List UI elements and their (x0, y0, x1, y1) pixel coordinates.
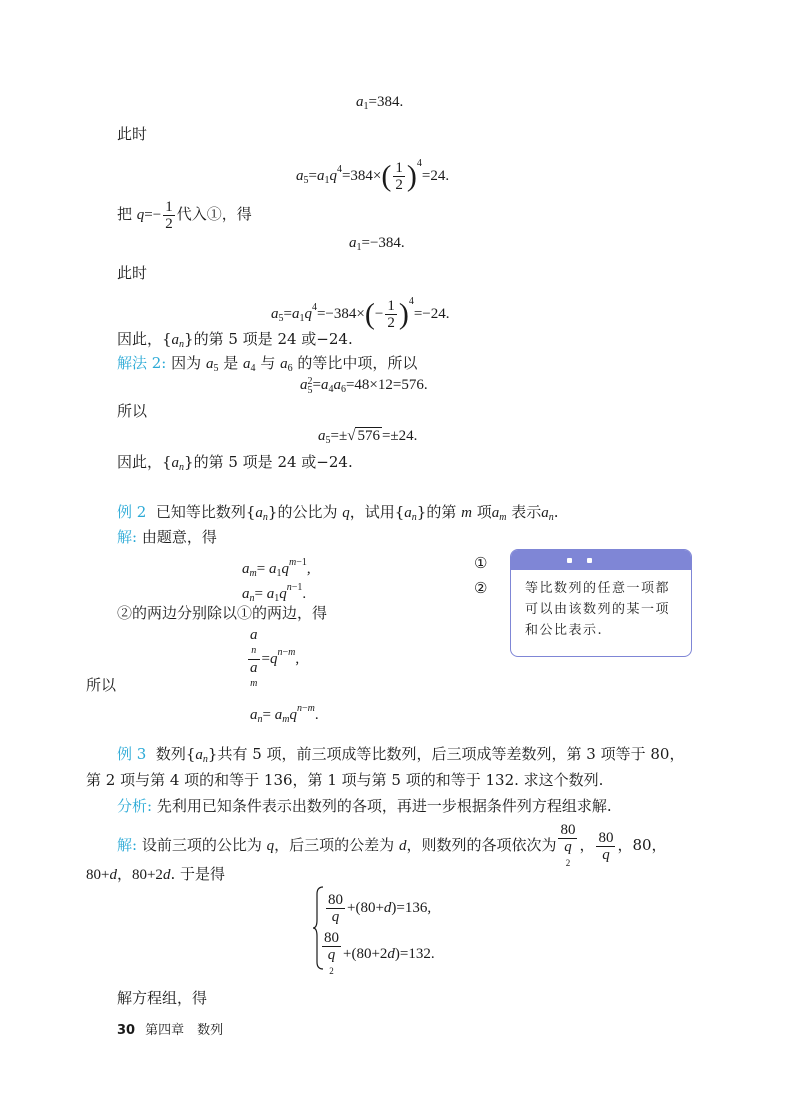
text-suo-yi-1: 所以 (117, 402, 148, 420)
system-equation-1: $\frac{80}{q}$ +(80+d)=136, (328, 892, 432, 926)
page-number: 30 (117, 1023, 136, 1038)
example-3-label: 例 3 (117, 745, 147, 763)
example-2-statement: 例 2 已知等比数列$\{a_n\}$的公比为 q，试用$\{a_n\}$的第 m 项$a_m$ 表示$a_n$. (117, 503, 559, 523)
equation-a5-pm24: $a_5=\pm√$ 576 =±24. (318, 428, 418, 446)
example-3-statement-2: 第 2 项与第 4 项的和等于 136，第 1 项与第 5 项的和等于 132. 求这个数列. (86, 771, 604, 789)
equation-a5-24: $a_5=a_1q^4=384\times$( $\frac{1}{2}$ )$^4$=24. (296, 158, 450, 194)
substitute-line: 把 q=− $\frac{1}{2}$ 代入①，得 (117, 199, 252, 233)
example-3-solution-2: 80+d，80+2d. 于是得 (86, 865, 225, 883)
divide-statement: ②的两边分别除以①的两边，得 (117, 604, 328, 622)
example-3-analysis: 分析: 先利用已知条件表示出数列的各项，再进一步根据条件列方程组求解. (117, 797, 612, 815)
solution-2-line: 解法 2: 因为 $a_5$ 是 $a_4$ 与 $a_6$ 的等比中项，所以 (117, 354, 418, 374)
text-ci-shi-2: 此时 (117, 264, 148, 282)
side-note (510, 549, 692, 657)
example-3-sol-label: 解: (117, 835, 138, 854)
page-footer (117, 1019, 223, 1038)
example-2-solution: 解: 由题意，得 (117, 528, 217, 546)
equation-mark-2: ② (474, 579, 488, 597)
equation-a1-384: $a_1=384$. (356, 94, 404, 112)
text-ci-shi-1: 此时 (117, 125, 148, 143)
equation-mark-1: ① (474, 554, 488, 572)
example-2-sol-label: 解: (117, 528, 138, 546)
example-3-statement-1: 例 3 数列$\{a_n\}$共有 5 项，前三项成等比数列，后三项成等差数列，第 3 项等于 80， (117, 745, 685, 765)
conclusion-1: 因此，$\{a_n\}$的第 5 项是 24 或−24. (117, 330, 353, 350)
equation-an-final: $a_n= a_mq^{n-m}$. (250, 703, 319, 725)
equation-a5-neg24: $a_5=a_1q^4=-384\times(-$ $\frac{1}{2}$ )$^4$=−24. (271, 296, 450, 332)
side-note-text: 等比数列的任意一项都可以由该数列的某一项和公比表示. (525, 581, 671, 638)
side-note-header (511, 550, 691, 570)
solve-system-text: 解方程组，得 (117, 989, 208, 1007)
analysis-label: 分析: (117, 797, 153, 815)
equation-an: $a_n= a_1q^{n-1}$. (242, 582, 307, 604)
system-equation-2: 80 q 2 +(80+2d)=132. (324, 930, 435, 976)
chapter-title: 第四章 数列 (145, 1023, 224, 1038)
equation-a1-neg384: $a_1=-384$. (349, 235, 405, 253)
equation-a5-squared: a 2 5 $=a_4a_6=48\times 12=576$. (300, 375, 428, 396)
solution-2-label: 解法 2: (117, 354, 167, 372)
equation-am: $a_m= a_1q^{m-1}$, (242, 557, 311, 579)
text-suo-yi-2: 所以 (86, 676, 117, 694)
example-2-label: 例 2 (117, 503, 147, 521)
equation-ratio: a n a m $=q^{n-m}$, (250, 627, 300, 689)
example-3-solution-1: 解: 设前三项的公比为 q，后三项的公差为 d，则数列的各项依次为 80 q 2 ， $\frac{80}{q}$ ，80， (117, 822, 667, 868)
conclusion-2: 因此，$\{a_n\}$的第 5 项是 24 或−24. (117, 453, 353, 473)
